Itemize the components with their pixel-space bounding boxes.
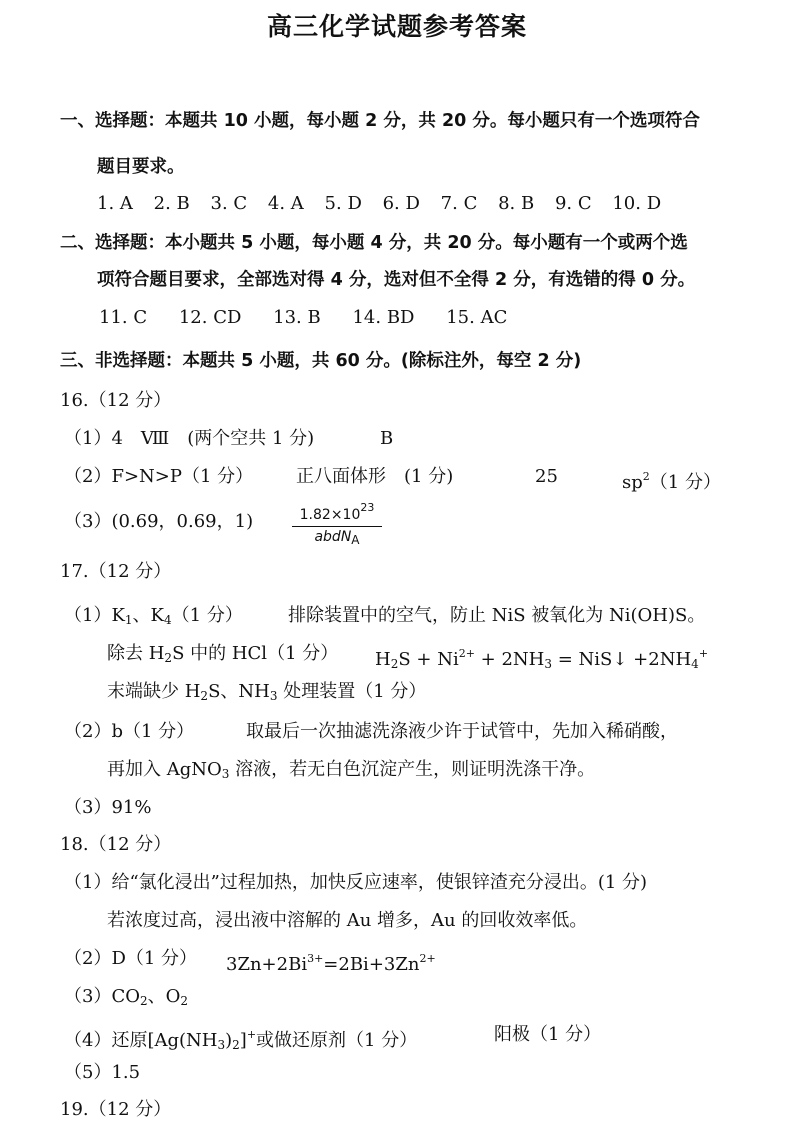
answer: 14. BD (352, 307, 415, 328)
q16-part1-answer: B (380, 428, 394, 449)
answer: 1. A (97, 193, 133, 214)
q16-part2-number: 25 (535, 466, 558, 487)
q18-part4-anode: 阳极（1 分） (494, 1024, 602, 1045)
q16-part1: （1）4 Ⅷ (两个空共 1 分) (64, 428, 315, 449)
answer: 13. B (273, 307, 321, 328)
q17-part1: $(1)K_1$、$K_4(1$ 分） (64, 605, 243, 627)
answer: 11. C (99, 307, 148, 328)
section-2-heading: 二、选择题：本小题共 5 小题，每小题 4 分，共 20 分。每小题有一个或两个选 (60, 233, 688, 253)
section-1-heading-cont: 题目要求。 (97, 157, 185, 177)
q17-part2: （2）b（1 分） (64, 721, 195, 742)
q19-heading: 19.（12 分） (60, 1099, 172, 1120)
fraction-numerator: $1.82\times 10^{23}$ (292, 499, 382, 527)
answer: 10. D (612, 193, 662, 214)
fraction-denominator: abdNA (314, 529, 360, 547)
q17-line5: 再加入 AgNO$_3$ 溶液，若无白色沉淀产生，则证明洗涤干净。 (107, 759, 596, 781)
q18-part2-equation: $3Zn+2Bi^{3+}=2Bi+3Zn^{2+}$ (226, 952, 436, 975)
q18-part5: （5）1.5 (64, 1062, 141, 1083)
section-2-answers (99, 307, 507, 329)
q17-part3: （3）91% (64, 797, 152, 818)
q17-line2: 除去 $H_2S$ 中的 HCl（1 分） (107, 643, 339, 665)
answer: 15. AC (446, 307, 508, 328)
q17-equation: $H_2S + Ni^{2+} + 2NH_3$ = NiS↓ $+2NH_4^+$ (375, 647, 709, 671)
q17-line3: 末端缺少 $H_2S$、$NH_3$ 处理装置（1 分） (107, 681, 427, 703)
q17-part2-method: 取最后一次抽滤洗涤液少许于试管中，先加入稀硝酸， (246, 721, 678, 742)
q18-part2: （2）D（1 分） (64, 948, 198, 969)
answer: 9. C (554, 193, 592, 214)
q18-part1: （1）给“氯化浸出”过程加热，加快反应速率，使银锌渣充分浸出。(1 分) (64, 872, 648, 893)
q16-part2-shape: 正八面体形 (1 分) (296, 466, 454, 487)
q16-part2: （2）F>N>P（1 分） (64, 466, 254, 487)
answer: 3. C (210, 193, 248, 214)
q16-part3: （3）(0.69，0.69，1) (64, 511, 254, 532)
section-3-heading: 三、非选择题：本题共 5 小题，共 60 分。(除标注外，每空 2 分) (60, 351, 582, 371)
section-1-answers (97, 193, 661, 215)
section-2-heading-cont: 项符合题目要求，全部选对得 4 分，选对但不全得 2 分，有选错的得 0 分。 (97, 270, 696, 290)
q16-part2-hybrid: $sp^2(1$ 分） (622, 470, 721, 493)
answer: 12. CD (178, 307, 242, 328)
answer: 6. D (382, 193, 420, 214)
q18-heading: 18.（12 分） (60, 834, 172, 855)
q18-part4: （4）还原$[Ag(NH_3)_2]^+$或做还原剂（1 分） (64, 1028, 418, 1052)
answer: 5. D (324, 193, 362, 214)
q18-part3: $(3)CO_2$、$O_2$ (64, 986, 189, 1008)
q16-heading: 16.（12 分） (60, 390, 172, 411)
answer: 4. A (267, 193, 304, 214)
answer: 8. B (498, 193, 535, 214)
q17-part1-reason: 排除装置中的空气，防止 NiS 被氧化为 Ni(OH)S。 (288, 605, 706, 626)
density-fraction (292, 499, 382, 550)
q18-part1-cont: 若浓度过高，浸出液中溶解的 Au 增多，Au 的回收效率低。 (107, 910, 588, 931)
q17-heading: 17.（12 分） (60, 561, 172, 582)
section-1-heading: 一、选择题：本题共 10 小题，每小题 2 分，共 20 分。每小题只有一个选项符合 (60, 111, 700, 131)
page-title: 高三化学试题参考答案 (266, 12, 527, 41)
answer: 2. B (153, 193, 190, 214)
answer: 7. C (440, 193, 478, 214)
